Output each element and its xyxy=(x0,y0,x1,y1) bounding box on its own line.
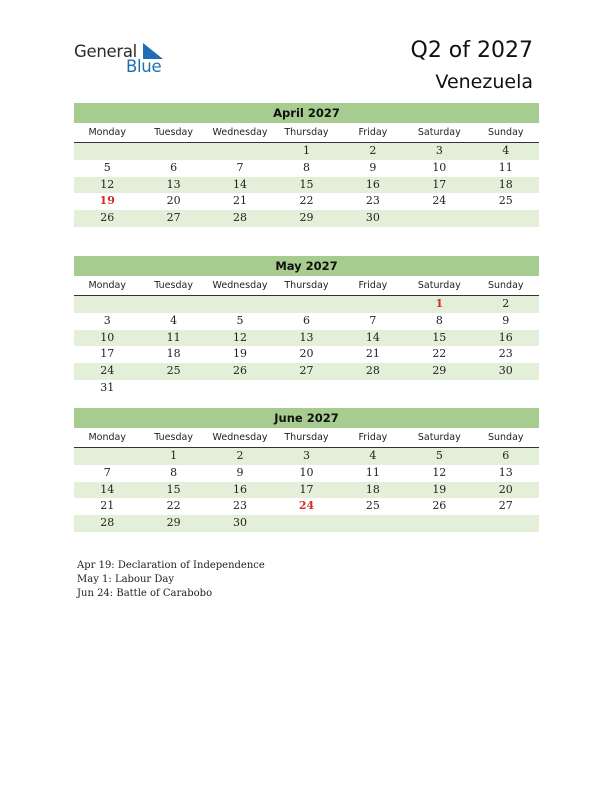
day-cell: 23 xyxy=(365,194,380,208)
day-cell xyxy=(140,380,206,397)
day-cell xyxy=(273,296,339,313)
day-cell: 21 xyxy=(365,347,380,361)
weekday-label: Monday xyxy=(88,280,126,291)
day-cell: 5 xyxy=(236,313,244,327)
weekday-label: Thursday xyxy=(284,127,329,138)
weekday-label: Tuesday xyxy=(154,432,193,443)
day-cell: 10 xyxy=(100,330,115,344)
day-cell: 26 xyxy=(432,499,447,513)
day-cell: 8 xyxy=(435,313,443,327)
weekday-label: Monday xyxy=(88,432,126,443)
day-cell xyxy=(273,380,339,397)
day-cell: 7 xyxy=(236,160,244,174)
day-cell: 14 xyxy=(365,330,380,344)
day-cell xyxy=(473,515,539,532)
day-cell: 8 xyxy=(302,160,310,174)
day-cell: 17 xyxy=(299,482,314,496)
holiday-day-cell: 24 xyxy=(298,499,315,513)
weekday-label: Wednesday xyxy=(212,280,268,291)
day-cell: 2 xyxy=(236,449,244,462)
day-cell: 22 xyxy=(166,499,181,513)
day-cell: 20 xyxy=(166,194,181,208)
day-cell: 30 xyxy=(365,211,380,225)
week-row xyxy=(74,160,539,177)
day-cell: 23 xyxy=(233,499,248,513)
day-cell xyxy=(406,210,472,227)
weekday-label: Wednesday xyxy=(212,127,268,138)
week-row xyxy=(74,313,539,330)
day-cell: 6 xyxy=(502,449,510,462)
day-cell xyxy=(273,515,339,532)
weekday-label: Saturday xyxy=(417,432,461,443)
day-cell: 27 xyxy=(299,364,314,378)
day-cell: 27 xyxy=(498,499,513,513)
day-cell: 20 xyxy=(299,347,314,361)
day-cell: 24 xyxy=(432,194,447,208)
month-title: April 2027 xyxy=(74,103,539,123)
day-cell: 24 xyxy=(100,364,115,378)
logo-blue-text: Blue xyxy=(126,57,162,76)
week-row xyxy=(74,193,539,210)
logo-general-text: General xyxy=(74,42,137,61)
week-row xyxy=(74,515,539,532)
day-cell: 3 xyxy=(302,449,310,462)
day-cell: 18 xyxy=(166,347,181,361)
month-title: May 2027 xyxy=(74,256,539,276)
week-row xyxy=(74,177,539,194)
weekday-label: Friday xyxy=(358,432,388,443)
day-cell: 25 xyxy=(166,364,181,378)
weekday-header-row xyxy=(74,126,539,143)
day-cell: 28 xyxy=(100,516,115,530)
day-cell: 15 xyxy=(432,330,447,344)
day-cell: 8 xyxy=(170,465,178,479)
day-cell: 13 xyxy=(299,330,314,344)
day-cell xyxy=(140,296,206,313)
holiday-day-cell: 1 xyxy=(435,297,444,310)
day-cell xyxy=(406,380,472,397)
day-cell: 21 xyxy=(100,499,115,513)
page-title: Q2 of 2027 xyxy=(410,38,533,63)
month-may xyxy=(74,256,539,397)
month-title: June 2027 xyxy=(74,408,539,428)
day-cell xyxy=(340,380,406,397)
day-cell: 22 xyxy=(432,347,447,361)
day-cell: 7 xyxy=(103,465,111,479)
day-cell: 16 xyxy=(365,177,380,191)
day-cell: 12 xyxy=(100,177,115,191)
day-cell xyxy=(340,515,406,532)
day-cell: 14 xyxy=(100,482,115,496)
logo xyxy=(74,42,174,78)
day-cell xyxy=(140,143,206,160)
day-cell xyxy=(340,296,406,313)
day-cell: 22 xyxy=(299,194,314,208)
day-cell xyxy=(74,296,140,313)
day-cell: 5 xyxy=(435,449,443,462)
day-cell: 1 xyxy=(302,144,310,157)
day-cell: 17 xyxy=(100,347,115,361)
day-cell: 9 xyxy=(236,465,244,479)
week-row xyxy=(74,482,539,499)
day-cell: 11 xyxy=(166,330,181,344)
day-cell: 2 xyxy=(502,297,510,310)
day-cell: 12 xyxy=(432,465,447,479)
day-cell: 14 xyxy=(233,177,248,191)
weekday-label: Sunday xyxy=(487,280,524,291)
weekday-label: Tuesday xyxy=(154,280,193,291)
day-cell: 11 xyxy=(365,465,380,479)
day-cell: 15 xyxy=(299,177,314,191)
holiday-note: Jun 24: Battle of Carabobo xyxy=(77,588,213,599)
weekday-label: Tuesday xyxy=(154,127,193,138)
holiday-note: May 1: Labour Day xyxy=(77,574,174,585)
day-cell: 27 xyxy=(166,211,181,225)
day-cell: 13 xyxy=(166,177,181,191)
weekday-header-row xyxy=(74,431,539,448)
day-cell xyxy=(406,515,472,532)
day-cell: 30 xyxy=(233,516,248,530)
week-row xyxy=(74,346,539,363)
day-cell: 15 xyxy=(166,482,181,496)
day-cell: 1 xyxy=(170,449,178,462)
day-cell: 20 xyxy=(498,482,513,496)
week-row xyxy=(74,363,539,380)
week-row xyxy=(74,498,539,515)
day-cell: 31 xyxy=(100,380,115,394)
day-cell: 16 xyxy=(233,482,248,496)
weekday-header-row xyxy=(74,279,539,296)
week-row xyxy=(74,448,539,465)
day-cell: 26 xyxy=(233,364,248,378)
week-row xyxy=(74,210,539,227)
day-cell xyxy=(473,210,539,227)
day-cell xyxy=(207,143,273,160)
day-cell: 19 xyxy=(233,347,248,361)
day-cell: 30 xyxy=(498,364,513,378)
day-cell: 29 xyxy=(432,364,447,378)
day-cell: 17 xyxy=(432,177,447,191)
day-cell: 25 xyxy=(365,499,380,513)
day-cell: 9 xyxy=(502,313,510,327)
weekday-label: Thursday xyxy=(284,280,329,291)
day-cell xyxy=(473,380,539,397)
day-cell: 25 xyxy=(498,194,513,208)
country-name: Venezuela xyxy=(435,71,533,93)
weekday-label: Saturday xyxy=(417,127,461,138)
week-row xyxy=(74,465,539,482)
holiday-day-cell: 19 xyxy=(99,194,115,208)
day-cell: 16 xyxy=(498,330,513,344)
weekday-label: Thursday xyxy=(284,432,329,443)
week-row xyxy=(74,296,539,313)
day-cell xyxy=(207,296,273,313)
weekday-label: Friday xyxy=(358,280,388,291)
day-cell: 4 xyxy=(502,144,510,157)
holiday-notes xyxy=(77,559,265,601)
day-cell: 4 xyxy=(369,449,377,462)
day-cell: 18 xyxy=(498,177,513,191)
day-cell: 4 xyxy=(170,313,178,327)
day-cell: 7 xyxy=(369,313,377,327)
day-cell xyxy=(207,380,273,397)
day-cell: 12 xyxy=(233,330,248,344)
day-cell xyxy=(74,143,140,160)
weekday-label: Wednesday xyxy=(212,432,268,443)
day-cell: 13 xyxy=(498,465,513,479)
week-row xyxy=(74,330,539,347)
day-cell: 21 xyxy=(233,194,248,208)
day-cell: 29 xyxy=(166,516,181,530)
weekday-label: Sunday xyxy=(487,432,524,443)
weekday-label: Saturday xyxy=(417,280,461,291)
day-cell: 5 xyxy=(103,160,111,174)
day-cell: 28 xyxy=(365,364,380,378)
day-cell: 10 xyxy=(432,160,447,174)
day-cell: 23 xyxy=(498,347,513,361)
day-cell xyxy=(74,448,140,465)
week-row xyxy=(74,143,539,160)
day-cell: 6 xyxy=(170,160,178,174)
day-cell: 10 xyxy=(299,465,314,479)
day-cell: 26 xyxy=(100,211,115,225)
day-cell: 28 xyxy=(233,211,248,225)
week-row xyxy=(74,380,539,397)
day-cell: 18 xyxy=(365,482,380,496)
weekday-label: Sunday xyxy=(487,127,524,138)
day-cell: 3 xyxy=(435,144,443,157)
day-cell: 6 xyxy=(302,313,310,327)
holiday-note: Apr 19: Declaration of Independence xyxy=(77,560,265,571)
day-cell: 2 xyxy=(369,144,377,157)
day-cell: 3 xyxy=(103,313,111,327)
day-cell: 11 xyxy=(498,160,513,174)
day-cell: 19 xyxy=(432,482,447,496)
month-april xyxy=(74,103,539,227)
weekday-label: Friday xyxy=(358,127,388,138)
weekday-label: Monday xyxy=(88,127,126,138)
day-cell: 9 xyxy=(369,160,377,174)
month-june xyxy=(74,408,539,532)
day-cell: 29 xyxy=(299,211,314,225)
